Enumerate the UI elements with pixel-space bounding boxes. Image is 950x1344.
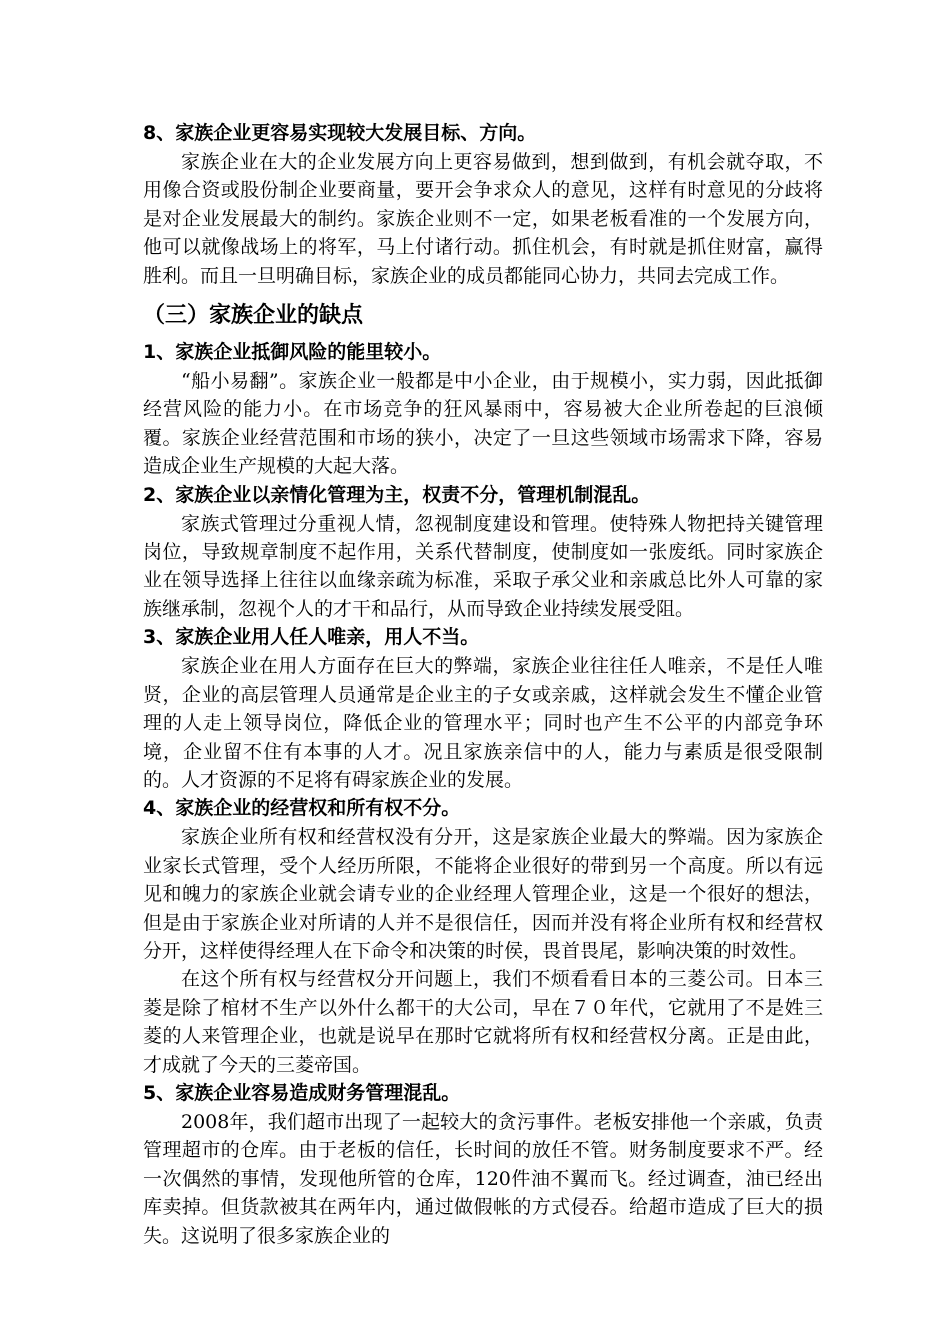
heading-item-2: 2、家族企业以亲情化管理为主，权责不分，管理机制混乱。: [143, 483, 651, 506]
heading-item-4: 4、家族企业的经营权和所有权不分。: [143, 797, 461, 820]
section-title-disadvantages: （三）家族企业的缺点: [143, 303, 364, 329]
heading-item-1: 1、家族企业抵御风险的能里较小。: [143, 341, 442, 364]
paragraph-item-3: 家族企业在用人方面存在巨大的弊端，家族企业往往任人唯亲，不是任人唯贤，企业的高层管理人员通常是企业主的子女或亲戚，这样就会发生不懂企业管理的人走上领导岗位，降低企业的管理水平；同时也产生不公平的内部竞争环境，企业留不住有本事的人才。况且家族亲信中的人，能力与素质是很受限制的。人才资源的不足将有碍家族企业的发展。: [143, 655, 823, 791]
paragraph-item-5: 2008年，我们超市出现了一起较大的贪污事件。老板安排他一个亲戚，负责管理超市的仓库。由于老板的信任，长时间的放任不管。财务制度要求不严。经一次偶然的事情，发现他所管的仓库，120件油不翼而飞。经过调查，油已经出库卖掉。但货款被其在两年内，通过做假帐的方式侵吞。给超市造成了巨大的损失。这说明了很多家族企业的: [143, 1110, 823, 1247]
paragraph-item-2: 家族式管理过分重视人情，忽视制度建设和管理。使特殊人物把持关键管理岗位，导致规章制度不起作用，关系代替制度，使制度如一张废纸。同时家族企业在领导选择上往往以血缘亲疏为标准，采取子承父业和亲戚总比外人可靠的家族继承制，忽视个人的才干和品行，从而导致企业持续发展受阻。: [143, 512, 823, 620]
heading-item-8: 8、家族企业更容易实现较大发展目标、方向。: [143, 122, 537, 144]
paragraph-item-4a: 家族企业所有权和经营权没有分开，这是家族企业最大的弊端。因为家族企业家长式管理，受个人经历所限，不能将企业很好的带到另一个高度。所以有远见和魄力的家族企业就会请专业的企业经理人管理企业，这是一个很好的想法，但是由于家族企业对所请的人并不是很信任，因而并没有将企业所有权和经营权分开，这样使得经理人在下命令和决策的时侯，畏首畏尾，影响决策的时效性。: [143, 826, 823, 962]
paragraph-item-1: “船小易翻”。家族企业一般都是中小企业，由于规模小，实力弱，因此抵御经营风险的能力小。在市场竞争的狂风暴雨中，容易被大企业所卷起的巨浪倾覆。家族企业经营范围和市场的狭小，决定了一旦这些领域市场需求下降，容易造成企业生产规模的大起大落。: [143, 370, 823, 478]
heading-item-5: 5、家族企业容易造成财务管理混乱。: [143, 1081, 461, 1104]
paragraph-item-4b: 在这个所有权与经营权分开问题上，我们不烦看看日本的三菱公司。日本三菱是除了棺材不生产以外什么都干的大公司，早在７０年代，它就用了不是姓三菱的人来管理企业，也就是说早在那时它就将所有权和经营权分离。正是由此，才成就了今天的三菱帝国。: [143, 968, 823, 1076]
paragraph-item-8: 家族企业在大的企业发展方向上更容易做到，想到做到，有机会就夺取，不用像合资或股份制企业要商量，要开会争求众人的意见，这样有时意见的分歧将是对企业发展最大的制约。家族企业则不一定，如果老板看准的一个发展方向，他可以就像战场上的将军，马上付诸行动。抓住机会，有时就是抓住财富，赢得胜利。而且一旦明确目标，家族企业的成员都能同心协力，共同去完成工作。: [143, 151, 823, 287]
document-body: [143, 119, 823, 1250]
heading-item-3: 3、家族企业用人任人唯亲，用人不当。: [143, 626, 480, 649]
